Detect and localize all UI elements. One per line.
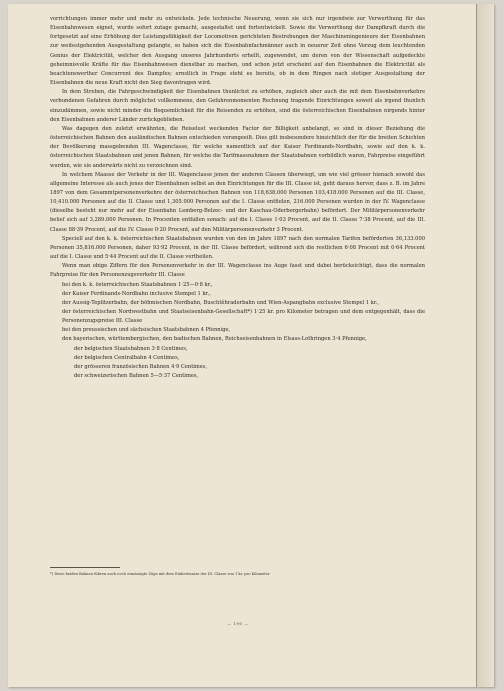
paragraph-4: In welchem Maasse der Verkehr in der III. Wagenclasse jenen der anderen Classen überwiegt, um wie viel grösser hienach sowohl das allgemeine Interesse als auch jenes der Eisenbahnen selbst an den Einrichtungen für die III. Classe ist, geht daraus hervor, dass z. B. im Jahre 1897 von dem Gesammtpersonenverkehre der österreichischen Bahnen von 118,638.000 Personen 103,418.000 Personen auf die III. Classe, 10,410.000 Personen auf die II. Classe und 1,305.000 Personen auf die I. Classe entfielen, 216.000 Personen wurden in der IV. Wagenclasse (dieselbe besteht nur mehr auf der Eisenbahn Lemberg-Belzec- und der Kaschau-Oderbergerbahn) befördert. Der Militärpersonenverkehr belief sich auf 3,289.000 Personen. In Procenten entfallen sonach: auf die I. Classe 1·03 Procent, auf die II. Classe 7·38 Procent, auf die III. Classe 88·39 Procent, auf die IV. Classe 0·20 Procent, auf den Militärpersonenverkehr 3 Procent. bbox=[50, 171, 425, 233]
fare-line-3: der Aussig-Teplitzerbahn, der böhmischen Nordbahn, Buschtěhraderbahn und Wien-Aspangbahn exclusive Stempel 1 kr., bbox=[62, 299, 380, 306]
paragraph-2: In dem Streben, die Fahrgeschwindigkeit der Eisenbahnen thunlichst zu erhöhen, zugleich aber auch die mit dem Eisenbahnverkehre verbundenen Gefahren durch möglichst vollkommene, den Gefahrenmomenten Rechnung tragende Einrichtungen soweit als irgend thunlich einzudämmen, sowie nicht minder die Bequemlichkeit für die Reisenden zu erhöhen, sind die österreichischen Eisenbahnen nirgends hinter den Eisenbahnen anderer Länder zurückgeblieben. bbox=[50, 89, 425, 123]
fare-line-1: bei den k. k. österreichischen Staatsbahnen 1·25—0·8 kr., bbox=[62, 281, 213, 288]
page-number: — 190 — bbox=[227, 621, 249, 626]
paragraph-6: Wenn man obige Ziffern für den Personenverkehr in der III. Wagenclasse ins Auge fasst und dabei berücksichtigt, dass die normalen Fahrpreise für den Personenzugsverkehr III. Classe bbox=[50, 263, 425, 279]
body-text bbox=[50, 15, 425, 381]
fare-line-5: bei den preussischen und sächsischen Staatsbahnen 4 Pfennige, bbox=[62, 327, 231, 334]
fare-line-6: den bayerischen, württembergischen, den badischen Bahnen, Reichseisenbahnen in Elsass-Lothringen 3·4 Pfennige, bbox=[62, 336, 367, 343]
fare-line-8: der belgischen Centralbahn 4 Centimes, bbox=[74, 354, 180, 361]
fare-line-4: der österreichischen Nordwestbahn und Staatseisenbahn-Gesellschaft*) 1·25 kr. pro Kilometer betragen und dem entgegenhält, dass die Personenzugspreise III. Classe bbox=[62, 309, 425, 325]
paragraph-5: Speciell auf den k. k. österreichischen Staatsbahnen wurden von den im Jahre 1897 nach den normalen Tarifen beförderten 36,133.000 Personen 35,816.000 Personen, daher 93·92 Procent, in der III. Classe befördert, während sich die restlichen 6·08 Procent mit 0·64 Procent auf die I. Classe und 5·44 Procent auf die II. Classe vertheilen. bbox=[50, 235, 425, 261]
fare-line-7: der belgischen Staatsbahnen 3·8 Centimes, bbox=[74, 345, 188, 352]
book-page bbox=[8, 4, 494, 687]
page-edge bbox=[477, 4, 494, 687]
footnote-rule bbox=[50, 567, 120, 568]
footnote: *) Diese beiden Bahnen führen auch noch ermässigte Züge mit dem Einheitssatze der III. Classe von 1 kr. pro Kilometer. bbox=[50, 572, 271, 576]
fare-line-2: der Kaiser Ferdinands-Nordbahn inclusive Stempel 1 kr., bbox=[62, 290, 211, 297]
fare-line-9: der grösseren französischen Bahnen 4·9 Centimes, bbox=[74, 363, 208, 370]
paragraph-3: Was dagegen den zuletzt erwähnten, die Reiselust weckenden Factor der Billigkeit anbelangt, so sind in dieser Beziehung die österreichischen Bahnen den ausländischen Bahnen entschieden vorangeeilt. Dies gilt insbesondere hinsichtlich der für die breiten Schichten der Bevölkerung massgebenden III. Wagenclasse, für welche namentlich auf der Kaiser Ferdinands-Nordbahn, sowie auf den k. k. österreichischen Staatsbahnen und jenen Bahnen, für welche die Tarifmassnahmen der Staatsbahnen vorbildlich waren, Fahrpreise eingeführt wurden, wie sie anderwärts nicht zu verzeichnen sind. bbox=[50, 125, 425, 169]
paragraph-1: vorrichtungen immer mehr und mehr zu entwickeln. Jede technische Neuerung, wenn sie sich nur irgendwie zur Verwerthung für das Eisenbahnwesen eignet, wurde sofort zutage gemacht, ausgestaltet und fortentwickelt. Sowie die Verwerthung der Dampfkraft durch die fortgesetzt auf eine Erhöhung der Leistungsfähigkeit der Locomotiven gerichteten Bestrebungen der Maschineningenieure der Eisenbahnen zur weitestgehenden Ausgestaltung gelangte, so haben sich die Eisenbahnfachmänner auch in neuerer Zeit ohne Verzug dem leuchtenden Genius der Elektricität, welcher den Ausgang unseres Jahrhunderts erhellt, zugewendet, um deren von der Wissenschaft aufgedeckte geheimnisvolle Kräfte für das Eisenbahnwesen dienstbar zu machen, und schon jetzt erscheint auf den Eisenbahnen die Elektricität als beachtenswerther Concurrent des Dampfes; ernstlich in Frage steht es bereits, ob in dem Ringen nach stetiger Ausgestaltung der Eisenbahnen die neue Kraft nicht den Sieg davontragen wird. bbox=[50, 16, 425, 87]
fare-line-10: der schweizerischen Bahnen 5—5·37 Centimes, bbox=[74, 373, 199, 380]
